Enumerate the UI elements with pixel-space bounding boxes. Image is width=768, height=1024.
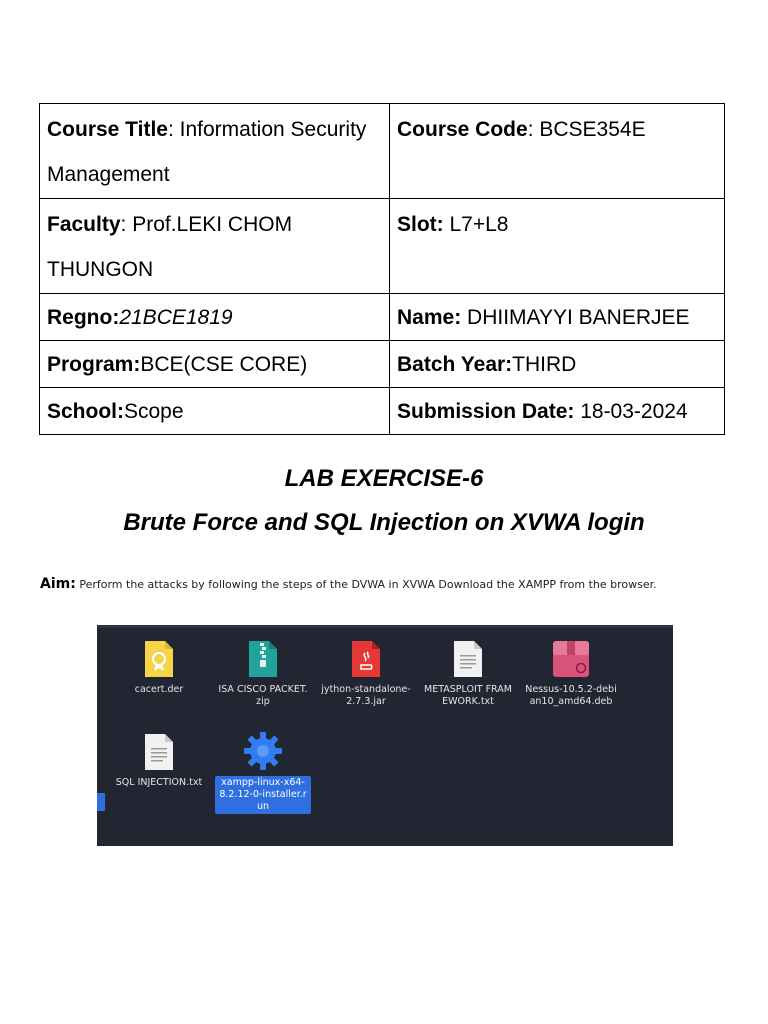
school-cell [40, 388, 390, 435]
desktop-screenshot [97, 625, 673, 846]
submission-date-label: Submission Date: [397, 400, 575, 423]
file-label: xampp-linux-x64-8.2.12-0-installer.run [215, 776, 311, 814]
lab-exercise-heading: LAB EXERCISE-6 [284, 465, 484, 492]
course-code-cell [390, 104, 725, 199]
course-info-table [39, 103, 725, 435]
zip-archive-icon [247, 639, 279, 679]
side-panel-handle[interactable] [97, 793, 105, 811]
gear-executable-icon [242, 730, 284, 772]
course-code-label: Course Code [397, 118, 528, 141]
file-cacert[interactable] [111, 639, 207, 697]
course-title-label: Course Title [47, 118, 168, 141]
debian-package-icon [551, 639, 591, 679]
file-jython-jar[interactable] [318, 639, 414, 709]
course-title-cell [40, 104, 390, 199]
java-jar-icon [350, 639, 382, 679]
faculty-value: : Prof.LEKI CHOM THUNGON [47, 213, 293, 281]
file-label: jython-standalone-2.7.3.jar [321, 684, 411, 707]
slot-label: Slot: [397, 213, 444, 236]
file-label: METASPLOIT FRAMEWORK.txt [424, 684, 512, 707]
regno-label: Regno: [47, 306, 120, 329]
regno-value: 21BCE1819 [119, 306, 233, 329]
name-label: Name: [397, 306, 462, 329]
school-label: School: [47, 400, 124, 423]
table-row [40, 199, 725, 294]
file-isa-cisco-packet[interactable] [215, 639, 311, 709]
batch-year-cell [390, 341, 725, 388]
submission-date-value: 18-03-2024 [574, 400, 688, 423]
slot-value: L7+L8 [443, 213, 509, 236]
school-value: Scope [124, 400, 184, 423]
course-code-value: : BCSE354E [527, 118, 646, 141]
table-row [40, 294, 725, 341]
text-file-icon [143, 732, 175, 772]
faculty-label: Faculty [47, 213, 121, 236]
file-metasploit-framework[interactable] [420, 639, 516, 709]
text-file-icon [452, 639, 484, 679]
file-sql-injection[interactable] [111, 732, 207, 790]
batch-year-label: Batch Year: [397, 353, 513, 376]
batch-year-value: THIRD [512, 353, 577, 376]
slot-cell [390, 199, 725, 294]
course-title-value: : Information Security Management [47, 118, 367, 186]
table-row [40, 341, 725, 388]
aim-label: Aim: [40, 576, 76, 592]
file-label: cacert.der [134, 684, 184, 695]
program-cell [40, 341, 390, 388]
desktop-top-edge [97, 625, 673, 628]
file-nessus-deb[interactable] [523, 639, 619, 709]
program-value: BCE(CSE CORE) [140, 353, 308, 376]
submission-date-cell [390, 388, 725, 435]
file-label: ISA CISCO PACKET.zip [218, 684, 308, 707]
certificate-icon [143, 639, 175, 679]
lab-title-heading: Brute Force and SQL Injection on XVWA login [123, 509, 645, 536]
file-label: Nessus-10.5.2-debian10_amd64.deb [525, 684, 617, 707]
aim-text: Perform the attacks by following the steps of the DVWA in XVWA Download the XAMPP from the browser. [75, 578, 657, 591]
aim-paragraph [40, 571, 730, 598]
name-cell [390, 294, 725, 341]
file-xampp-installer[interactable] [215, 730, 311, 814]
table-row [40, 104, 725, 199]
regno-cell [40, 294, 390, 341]
program-label: Program: [47, 353, 141, 376]
table-row [40, 388, 725, 435]
file-label: SQL INJECTION.txt [115, 777, 203, 788]
name-value: DHIIMAYYI BANERJEE [461, 306, 690, 329]
faculty-cell [40, 199, 390, 294]
